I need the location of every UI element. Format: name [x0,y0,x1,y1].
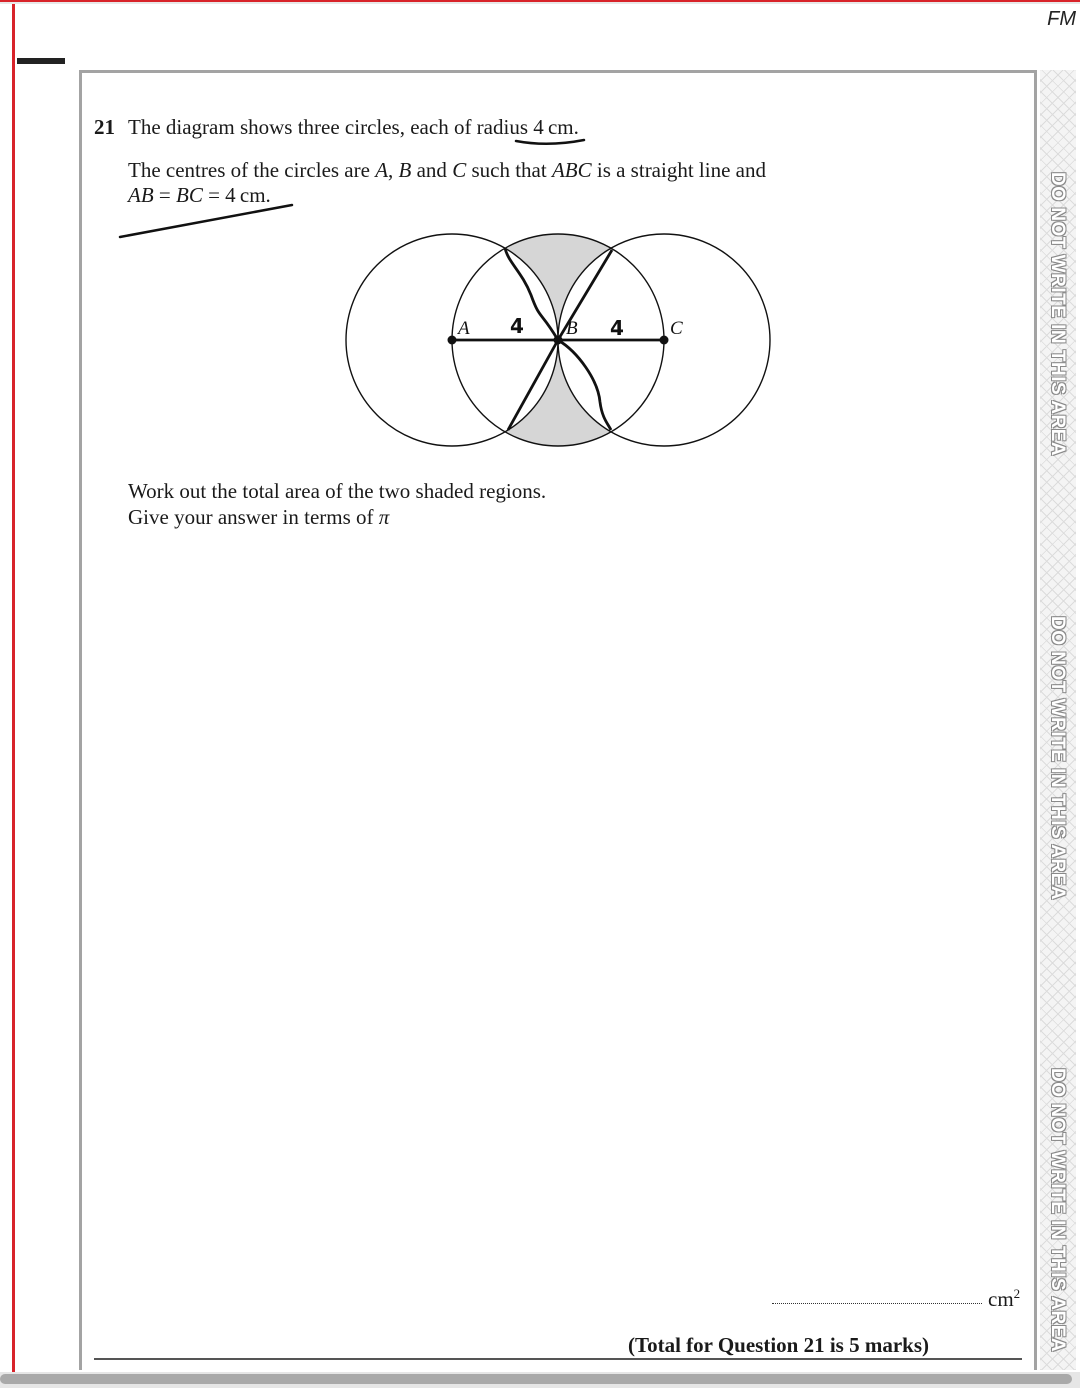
page-left-border [12,4,15,1388]
answer-unit: $cm^2$ [988,1286,1021,1311]
question-lengths: AB = BC = 4 cm. [128,183,271,207]
point-B [554,336,563,345]
handwritten-length-AB: 4 [510,314,524,338]
margin-marker [17,58,65,64]
side-warning-1: DO NOT WRITE IN THIS AREA [1047,172,1068,457]
corner-label: FM [1047,8,1076,30]
point-C [660,336,669,345]
three-circles-diagram [330,222,780,457]
page-top-border [0,0,1080,4]
question-number: 21 [94,115,115,139]
side-warning-2: DO NOT WRITE IN THIS AREA [1047,616,1068,901]
question-intro: The diagram shows three circles, each of radius 4 cm. [128,115,579,139]
question-condition: The centres of the circles are A, B and C such that ABC is a straight line and [128,158,766,182]
answer-line[interactable] [772,1303,982,1304]
label-B: B [566,318,578,339]
side-warning-3: DO NOT WRITE IN THIS AREA [1047,1068,1068,1353]
shaded-region-bottom [505,340,611,446]
instruction-work-out: Work out the total area of the two shaded regions. [128,479,547,503]
instruction-terms-of-pi: Give your answer in terms of π [128,505,390,529]
scrollbar-thumb[interactable] [0,1374,1072,1384]
bottom-rule [94,1358,1022,1360]
handwritten-length-BC: 4 [610,316,624,340]
total-marks: (Total for Question 21 is 5 marks) [628,1333,930,1357]
label-A: A [458,318,470,339]
label-C: C [670,318,683,339]
point-A [448,336,457,345]
